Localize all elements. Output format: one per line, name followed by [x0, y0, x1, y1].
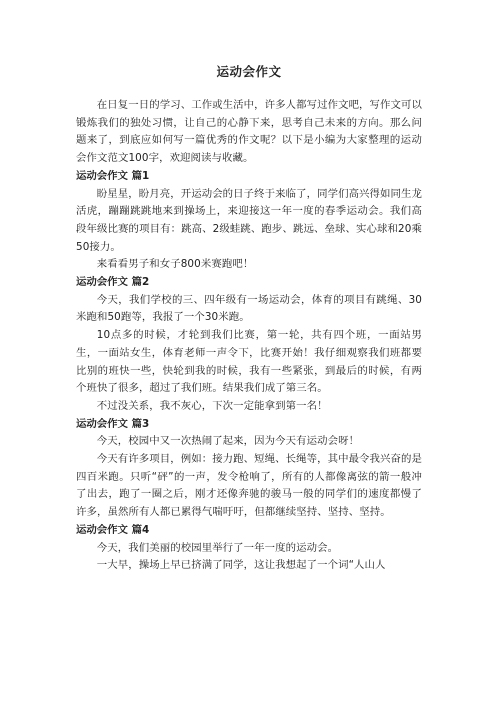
section-paragraph: 盼星星，盼月亮，开运动会的日子终于来临了，同学们高兴得如同生龙活虎，蹦蹦跳跳地来到操场上，来迎接这一年一度的春季运动会。我们高段年级比赛的项目有：跳高、2级蛙跳、跑步、跳远、垒球、实心球和20乘50接力。 [76, 187, 423, 253]
section-heading: 运动会作文 篇1 [76, 169, 150, 182]
section-paragraph: 今天，我们美丽的校园里举行了一年一度的运动会。 [96, 541, 339, 554]
section-paragraph: 今天，我们学校的三、四年级有一场运动会，体育的项目有跳绳、30米跑和50跑等，我报了一个30米跑。 [76, 293, 422, 324]
section-heading: 运动会作文 篇4 [76, 523, 150, 536]
section-paragraph: 不过没关系，我不灰心，下次一定能拿到第一名！ [96, 399, 328, 412]
section-paragraph: 10点多的时候，才轮到我们比赛，第一轮，共有四个班，一面站男生，一面站女生，体育老师一声令下，比赛开始！我仔细观察我们班都要比别的班快一些，快轮到我的时候，我有一些紧张，到最后的时候，有两个班快了很多，超过了我们班。结果我们成了第三名。 [76, 329, 422, 395]
section-paragraph: 今天有许多项目，例如：接力跑、短绳、长绳等，其中最令我兴奋的是四百米跑。只听“砰”的一声，发令枪响了，所有的人都像离弦的箭一般冲了出去，跑了一圈之后，刚才还像奔驰的骏马一般的同学们的速度都慢了许多，虽然所有人都已累得气喘吁吁，但都继续坚持、坚持、坚持。 [76, 453, 423, 519]
section-3 [76, 416, 422, 522]
section-1 [76, 168, 422, 274]
intro-paragraph: 在日复一日的学习、工作或生活中，许多人都写过作文吧，写作文可以锻炼我们的独处习惯，让自己的心静下来，思考自己未来的方向。那么问题来了，到底应如何写一篇优秀的作文呢？以下是小编为大家整理的运动会作文范文100字，欢迎阅读与收藏。 [76, 99, 423, 165]
section-paragraph: 一大早，操场上早已挤满了同学，这让我想起了一个词“人山人 [96, 559, 386, 572]
section-heading: 运动会作文 篇3 [76, 417, 150, 430]
section-4 [76, 522, 422, 575]
document-title: 运动会作文 [216, 64, 282, 79]
section-2 [76, 274, 422, 416]
section-heading: 运动会作文 篇2 [76, 276, 150, 289]
section-paragraph: 今天，校园中又一次热闹了起来，因为今天有运动会呀！ [96, 435, 360, 448]
section-paragraph: 来看看男子和女子800米赛跑吧！ [96, 258, 254, 271]
